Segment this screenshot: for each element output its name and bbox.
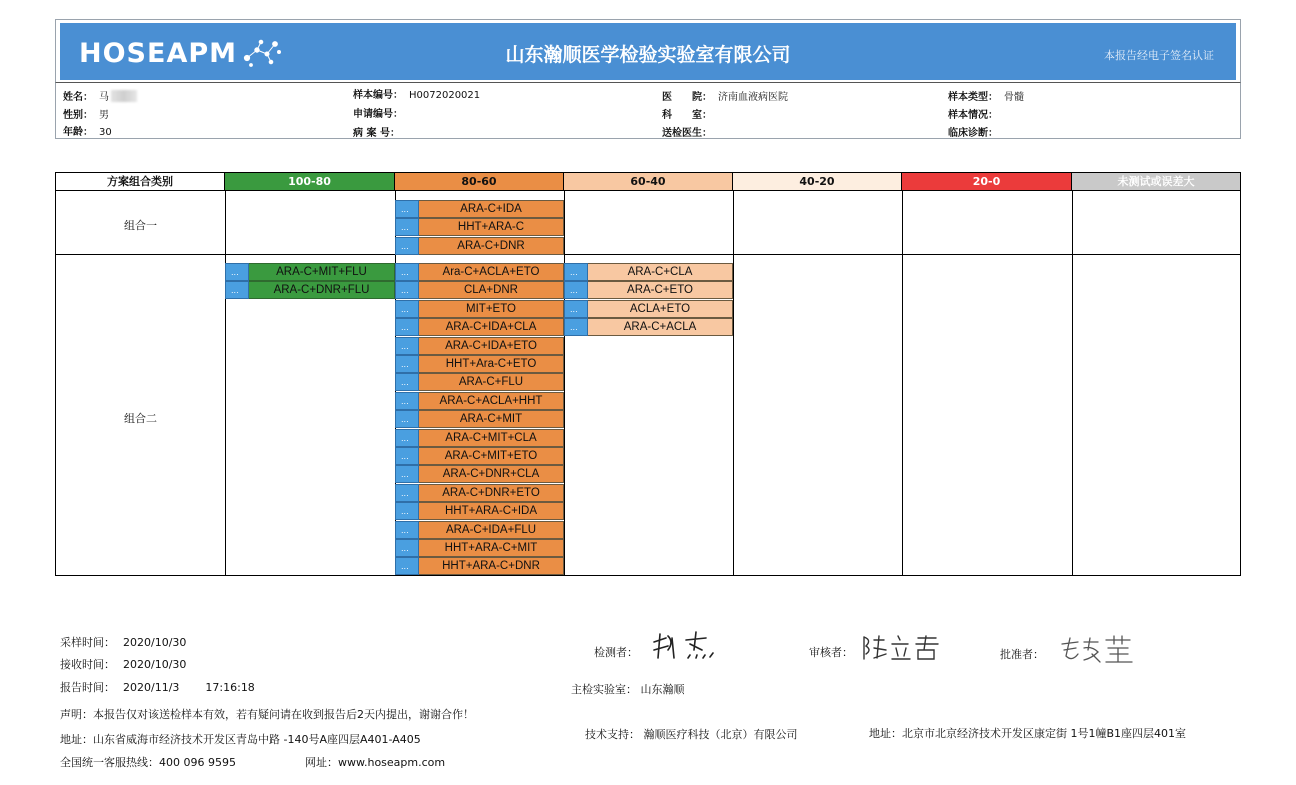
regimen-detail-button[interactable]: ... — [564, 300, 588, 318]
regimen-name: ARA-C+MIT+CLA — [419, 429, 564, 447]
regimen-row — [564, 300, 733, 318]
reviewer-signature — [860, 632, 944, 662]
regimen-name: ARA-C+DNR — [419, 237, 564, 255]
regimen-name: MIT+ETO — [419, 300, 564, 318]
esign-note: 本报告经电子签名认证 — [1104, 49, 1214, 62]
regimen-row — [395, 539, 564, 557]
regimen-row — [564, 263, 733, 281]
tech-support: 技术支持： 瀚顺医疗科技（北京）有限公司 — [585, 728, 798, 741]
website: 网址：www.hoseapm.com — [305, 756, 446, 769]
regimen-name: Ara-C+ACLA+ETO — [419, 263, 564, 281]
regimen-detail-button[interactable]: ... — [395, 281, 419, 299]
regimen-detail-button[interactable]: ... — [395, 539, 419, 557]
regimen-detail-button[interactable]: ... — [225, 281, 249, 299]
regimen-detail-button[interactable]: ... — [395, 521, 419, 539]
regimen-row — [395, 263, 564, 281]
group2-label: 组合二 — [124, 412, 157, 425]
regimen-name: HHT+Ara-C+ETO — [419, 355, 564, 373]
logo-text: HOSEAPM — [79, 37, 237, 69]
regimen-detail-button[interactable]: ... — [225, 263, 249, 281]
regimen-row — [395, 300, 564, 318]
group1-label: 组合一 — [124, 219, 157, 232]
regimen-row — [225, 281, 395, 299]
regimen-detail-button[interactable]: ... — [395, 429, 419, 447]
col-divider — [225, 191, 226, 575]
regimen-detail-button[interactable]: ... — [395, 392, 419, 410]
regimen-detail-button[interactable]: ... — [395, 373, 419, 391]
col-header-60-40: 60-40 — [564, 173, 733, 191]
regimen-name: HHT+ARA-C+DNR — [419, 557, 564, 575]
regimen-detail-button[interactable]: ... — [395, 337, 419, 355]
regimen-name: ARA-C+MIT+ETO — [419, 447, 564, 465]
regimen-row — [395, 429, 564, 447]
company-name: 山东瀚顺医学检验实验室有限公司 — [505, 44, 791, 66]
regimen-name: ARA-C+IDA — [419, 200, 564, 218]
regimen-row — [395, 410, 564, 428]
regimen-detail-button[interactable]: ... — [564, 281, 588, 299]
regimen-detail-button[interactable]: ... — [395, 300, 419, 318]
col-divider — [733, 191, 734, 575]
sample-no-field: 样本编号： H0072020021 — [353, 90, 481, 101]
regimen-name: ARA-C+IDA+CLA — [419, 318, 564, 336]
hq-address: 地址：北京市北京经济技术开发区康定街 1号1幢B1座四层401室 — [869, 727, 1187, 740]
regimen-name: HHT+ARA-C+MIT — [419, 539, 564, 557]
regimen-name: ARA-C+FLU — [419, 373, 564, 391]
regimen-detail-button[interactable]: ... — [564, 263, 588, 281]
col-header-category: 方案组合类别 — [56, 173, 225, 191]
regimen-row — [395, 373, 564, 391]
regimen-row — [395, 337, 564, 355]
regimen-row — [395, 281, 564, 299]
regimen-detail-button[interactable]: ... — [395, 318, 419, 336]
regimen-row — [395, 502, 564, 520]
statement: 声明：本报告仅对该送检样本有效，若有疑问请在收到报告后2天内提出，谢谢合作！ — [60, 708, 474, 721]
regimen-name: HHT+ARA-C — [419, 218, 564, 236]
regimen-row — [395, 447, 564, 465]
redacted-mark — [111, 90, 137, 102]
header-band — [60, 23, 1236, 80]
doctor-field: 送检医生： — [662, 128, 712, 139]
regimen-detail-button[interactable]: ... — [564, 318, 588, 336]
sample-time: 采样时间： 2020/10/30 — [60, 636, 187, 649]
col-header-100-80: 100-80 — [225, 173, 395, 191]
sample-status-field: 样本情况： — [948, 110, 998, 121]
hospital-field: 医 院： 济南血液病医院 — [662, 92, 788, 103]
regimen-row — [395, 465, 564, 483]
regimen-row — [564, 281, 733, 299]
regimen-name: ARA-C+ACLA — [588, 318, 733, 336]
patient-info — [55, 82, 1241, 139]
tester-label: 检测者： — [594, 646, 638, 659]
regimen-name: ARA-C+DNR+FLU — [249, 281, 395, 299]
regimen-detail-button[interactable]: ... — [395, 410, 419, 428]
sample-type-field: 样本类型： 骨髓 — [948, 92, 1024, 103]
regimen-name: ARA-C+ACLA+HHT — [419, 392, 564, 410]
regimen-name: ARA-C+DNR+CLA — [419, 465, 564, 483]
diagnosis-field: 临床诊断： — [948, 128, 998, 139]
regimen-name: ACLA+ETO — [588, 300, 733, 318]
regimen-name: ARA-C+MIT — [419, 410, 564, 428]
hotline: 全国统一客服热线：400 096 9595 — [60, 756, 236, 769]
drug-sensitivity-table — [55, 172, 1241, 576]
tester-signature — [650, 628, 720, 664]
regimen-detail-button[interactable]: ... — [395, 218, 419, 236]
regimen-row — [395, 521, 564, 539]
regimen-name: ARA-C+CLA — [588, 263, 733, 281]
regimen-row — [395, 484, 564, 502]
regimen-detail-button[interactable]: ... — [395, 237, 419, 255]
report-header — [55, 19, 1241, 82]
regimen-row — [395, 200, 564, 218]
age-field: 年龄： 30 — [63, 127, 112, 138]
regimen-name: HHT+ARA-C+IDA — [419, 502, 564, 520]
regimen-name: CLA+DNR — [419, 281, 564, 299]
dept-field: 科 室： — [662, 110, 712, 121]
regimen-name: ARA-C+ETO — [588, 281, 733, 299]
case-no-field: 病 案 号： — [353, 128, 400, 139]
regimen-detail-button[interactable]: ... — [395, 355, 419, 373]
regimen-detail-button[interactable]: ... — [395, 465, 419, 483]
col-header-40-20: 40-20 — [733, 173, 902, 191]
col-header-80-60: 80-60 — [395, 173, 564, 191]
col-divider — [902, 191, 903, 575]
regimen-detail-button[interactable]: ... — [395, 484, 419, 502]
regimen-name: ARA-C+IDA+ETO — [419, 337, 564, 355]
regimen-detail-button[interactable]: ... — [395, 263, 419, 281]
reviewer-label: 审核者： — [809, 646, 853, 659]
regimen-row — [395, 557, 564, 575]
regimen-detail-button[interactable]: ... — [395, 447, 419, 465]
regimen-detail-button[interactable]: ... — [395, 502, 419, 520]
name-field: 姓名： 马 — [63, 88, 137, 103]
approver-label: 批准者： — [1000, 648, 1044, 661]
regimen-name: ARA-C+IDA+FLU — [419, 521, 564, 539]
apply-no-field: 申请编号： — [353, 109, 403, 120]
regimen-name: ARA-C+MIT+FLU — [249, 263, 395, 281]
regimen-row — [395, 237, 564, 255]
regimen-row — [225, 263, 395, 281]
col-divider — [564, 191, 565, 575]
approver-signature — [1058, 634, 1138, 666]
col-divider — [1072, 191, 1073, 575]
lab-address: 地址：山东省威海市经济技术开发区青岛中路 -140号A座四层A401-A405 — [60, 733, 421, 746]
row-divider — [56, 254, 1240, 255]
regimen-detail-button[interactable]: ... — [395, 200, 419, 218]
gender-field: 性别： 男 — [63, 110, 109, 121]
report-time: 报告时间： 2020/11/3 17:16:18 — [60, 681, 255, 694]
regimen-detail-button[interactable]: ... — [395, 557, 419, 575]
regimen-row — [395, 218, 564, 236]
regimen-row — [395, 355, 564, 373]
col-header-untested: 未测试或误差大 — [1072, 173, 1240, 191]
col-header-20-0: 20-0 — [902, 173, 1072, 191]
regimen-row — [564, 318, 733, 336]
main-lab: 主检实验室： 山东瀚顺 — [571, 683, 685, 696]
receive-time: 接收时间： 2020/10/30 — [60, 658, 187, 671]
regimen-name: ARA-C+DNR+ETO — [419, 484, 564, 502]
regimen-row — [395, 318, 564, 336]
regimen-row — [395, 392, 564, 410]
